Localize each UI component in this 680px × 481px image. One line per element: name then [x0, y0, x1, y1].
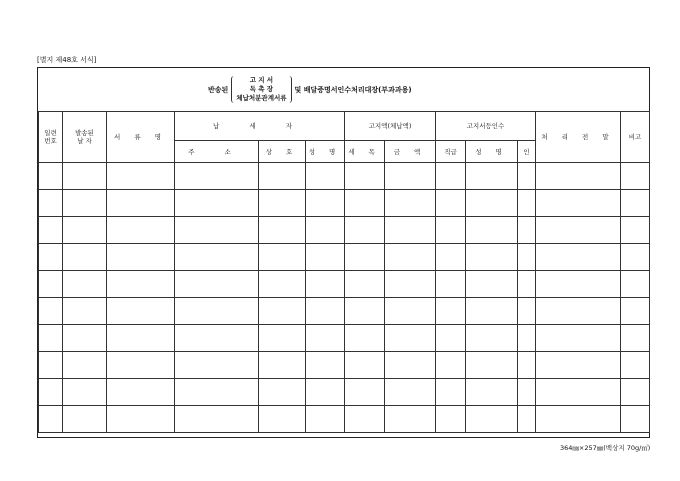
table-cell[interactable] [107, 325, 175, 352]
table-cell[interactable] [175, 379, 259, 406]
col-amount: 금 액 [385, 141, 436, 163]
table-cell[interactable] [63, 352, 107, 379]
table-cell[interactable] [621, 352, 650, 379]
table-cell[interactable] [518, 244, 536, 271]
table-cell[interactable] [466, 271, 518, 298]
table-cell[interactable] [63, 271, 107, 298]
table-cell[interactable] [466, 217, 518, 244]
table-cell[interactable] [306, 163, 345, 190]
table-cell[interactable] [107, 244, 175, 271]
col-remarks: 비고 [621, 112, 650, 163]
table-cell[interactable] [436, 325, 466, 352]
col-taxpayer: 납 세 자 [175, 112, 345, 141]
table-cell[interactable] [39, 298, 63, 325]
table-cell[interactable] [63, 406, 107, 433]
table-cell[interactable] [345, 190, 385, 217]
table-row [39, 379, 650, 406]
table-cell[interactable] [536, 325, 621, 352]
table-cell[interactable] [39, 379, 63, 406]
table-cell[interactable] [385, 298, 436, 325]
table-cell[interactable] [436, 163, 466, 190]
title-type-notice: 고 지 서 [249, 76, 274, 84]
table-cell[interactable] [63, 244, 107, 271]
table-row [39, 163, 650, 190]
col-serial-number [39, 112, 63, 163]
table-cell[interactable] [39, 190, 63, 217]
table-cell[interactable] [518, 217, 536, 244]
table-cell[interactable] [39, 217, 63, 244]
register-table [38, 111, 650, 433]
table-cell[interactable] [621, 298, 650, 325]
title-suffix: 및 배달증명서인수처리대장(부과과용) [294, 85, 412, 94]
table-cell[interactable] [63, 379, 107, 406]
table-cell[interactable] [385, 163, 436, 190]
col-document-name: 서 류 명 [107, 112, 175, 163]
table-cell[interactable] [175, 244, 259, 271]
table-cell[interactable] [345, 244, 385, 271]
table-cell[interactable] [536, 298, 621, 325]
table-cell[interactable] [385, 352, 436, 379]
table-cell[interactable] [621, 163, 650, 190]
title-band [38, 68, 649, 112]
table-cell[interactable] [259, 298, 306, 325]
table-cell[interactable] [345, 352, 385, 379]
table-cell[interactable] [345, 325, 385, 352]
table-cell[interactable] [621, 190, 650, 217]
table-cell[interactable] [466, 325, 518, 352]
table-cell[interactable] [466, 379, 518, 406]
table-cell[interactable] [39, 271, 63, 298]
table-cell[interactable] [259, 244, 306, 271]
col-business-name: 상 호 [259, 141, 306, 163]
table-cell[interactable] [345, 217, 385, 244]
col-seal: 인 [518, 141, 536, 163]
register-rows [39, 163, 650, 433]
table-cell[interactable] [621, 244, 650, 271]
table-cell[interactable] [39, 325, 63, 352]
table-cell[interactable] [306, 190, 345, 217]
title-document-types [231, 76, 291, 103]
col-address: 주 소 [175, 141, 259, 163]
table-cell[interactable] [518, 379, 536, 406]
col-sent-date-label: 발송된 날 자 [75, 129, 94, 145]
table-cell[interactable] [107, 406, 175, 433]
table-cell[interactable] [518, 190, 536, 217]
table-cell[interactable] [621, 217, 650, 244]
table-cell[interactable] [536, 163, 621, 190]
table-cell[interactable] [436, 406, 466, 433]
table-cell[interactable] [385, 244, 436, 271]
table-cell[interactable] [345, 163, 385, 190]
table-cell[interactable] [536, 379, 621, 406]
table-cell[interactable] [175, 406, 259, 433]
table-cell[interactable] [107, 352, 175, 379]
table-cell[interactable] [306, 244, 345, 271]
table-cell[interactable] [107, 217, 175, 244]
table-cell[interactable] [63, 325, 107, 352]
table-cell[interactable] [518, 352, 536, 379]
table-cell[interactable] [466, 406, 518, 433]
table-cell[interactable] [107, 379, 175, 406]
col-tax-item: 세 목 [345, 141, 385, 163]
table-cell[interactable] [466, 244, 518, 271]
table-cell[interactable] [63, 163, 107, 190]
table-cell[interactable] [436, 352, 466, 379]
table-cell[interactable] [385, 379, 436, 406]
table-cell[interactable] [306, 298, 345, 325]
table-cell[interactable] [107, 190, 175, 217]
table-cell[interactable] [259, 271, 306, 298]
table-cell[interactable] [175, 352, 259, 379]
table-cell[interactable] [175, 271, 259, 298]
col-notice-receiver: 고지서등인수 [436, 112, 536, 141]
table-cell[interactable] [306, 217, 345, 244]
table-cell[interactable] [107, 271, 175, 298]
title-prefix: 반송된 [208, 85, 229, 94]
paper-spec: 364㎜×257㎜(백상지 70g/㎡) [560, 444, 651, 452]
table-cell[interactable] [39, 406, 63, 433]
form-label: [별지 제48호 서식] [37, 56, 97, 64]
table-cell[interactable] [436, 298, 466, 325]
table-cell[interactable] [39, 244, 63, 271]
table-cell[interactable] [385, 217, 436, 244]
table-row [39, 352, 650, 379]
table-cell[interactable] [306, 352, 345, 379]
table-cell[interactable] [436, 379, 466, 406]
table-cell[interactable] [259, 352, 306, 379]
table-row [39, 217, 650, 244]
table-cell[interactable] [518, 271, 536, 298]
table-cell[interactable] [436, 217, 466, 244]
table-cell[interactable] [621, 379, 650, 406]
table-cell[interactable] [536, 271, 621, 298]
table-row [39, 298, 650, 325]
table-cell[interactable] [259, 406, 306, 433]
col-serial-number-label: 일련 번호 [44, 129, 57, 145]
table-cell[interactable] [518, 406, 536, 433]
table-cell[interactable] [518, 325, 536, 352]
table-cell[interactable] [63, 298, 107, 325]
table-cell[interactable] [621, 406, 650, 433]
col-receiver-name: 성 명 [466, 141, 518, 163]
table-row [39, 325, 650, 352]
table-cell[interactable] [175, 190, 259, 217]
table-cell[interactable] [306, 325, 345, 352]
table-cell[interactable] [107, 298, 175, 325]
col-sent-date [63, 112, 107, 163]
table-cell[interactable] [536, 244, 621, 271]
table-cell[interactable] [259, 325, 306, 352]
table-cell[interactable] [259, 163, 306, 190]
table-cell[interactable] [518, 298, 536, 325]
table-cell[interactable] [259, 217, 306, 244]
table-cell[interactable] [536, 190, 621, 217]
table-row [39, 244, 650, 271]
table-cell[interactable] [259, 379, 306, 406]
table-cell[interactable] [175, 217, 259, 244]
table-cell[interactable] [466, 298, 518, 325]
table-cell[interactable] [518, 163, 536, 190]
table-cell[interactable] [259, 190, 306, 217]
table-cell[interactable] [306, 379, 345, 406]
table-row [39, 190, 650, 217]
table-cell[interactable] [385, 406, 436, 433]
table-cell[interactable] [466, 352, 518, 379]
table-cell[interactable] [175, 163, 259, 190]
title-type-delinquency: 체납처분관계서류 [236, 94, 287, 102]
title-type-reminder: 독 촉 장 [249, 85, 274, 93]
table-cell[interactable] [175, 298, 259, 325]
table-cell[interactable] [39, 352, 63, 379]
col-notice-amount: 고지액(체납액) [345, 112, 436, 141]
table-cell[interactable] [466, 163, 518, 190]
table-cell[interactable] [385, 271, 436, 298]
table-cell[interactable] [345, 379, 385, 406]
table-cell[interactable] [466, 190, 518, 217]
table-cell[interactable] [345, 406, 385, 433]
table-cell[interactable] [385, 190, 436, 217]
table-cell[interactable] [536, 352, 621, 379]
table-row [39, 271, 650, 298]
table-cell[interactable] [621, 271, 650, 298]
table-cell[interactable] [385, 325, 436, 352]
table-cell[interactable] [536, 217, 621, 244]
col-taxpayer-name: 성 명 [306, 141, 345, 163]
register-form [37, 67, 650, 438]
table-cell[interactable] [436, 244, 466, 271]
table-cell[interactable] [621, 325, 650, 352]
table-cell[interactable] [306, 271, 345, 298]
table-cell[interactable] [306, 406, 345, 433]
table-cell[interactable] [345, 271, 385, 298]
table-cell[interactable] [63, 217, 107, 244]
table-row [39, 406, 650, 433]
form-title [208, 76, 412, 103]
table-cell[interactable] [536, 406, 621, 433]
table-cell[interactable] [436, 190, 466, 217]
table-cell[interactable] [436, 271, 466, 298]
table-cell[interactable] [63, 190, 107, 217]
col-processing: 처 리 전 말 [536, 112, 621, 163]
table-cell[interactable] [39, 163, 63, 190]
table-cell[interactable] [345, 298, 385, 325]
table-cell[interactable] [107, 163, 175, 190]
table-cell[interactable] [175, 325, 259, 352]
col-rank: 직급 [436, 141, 466, 163]
